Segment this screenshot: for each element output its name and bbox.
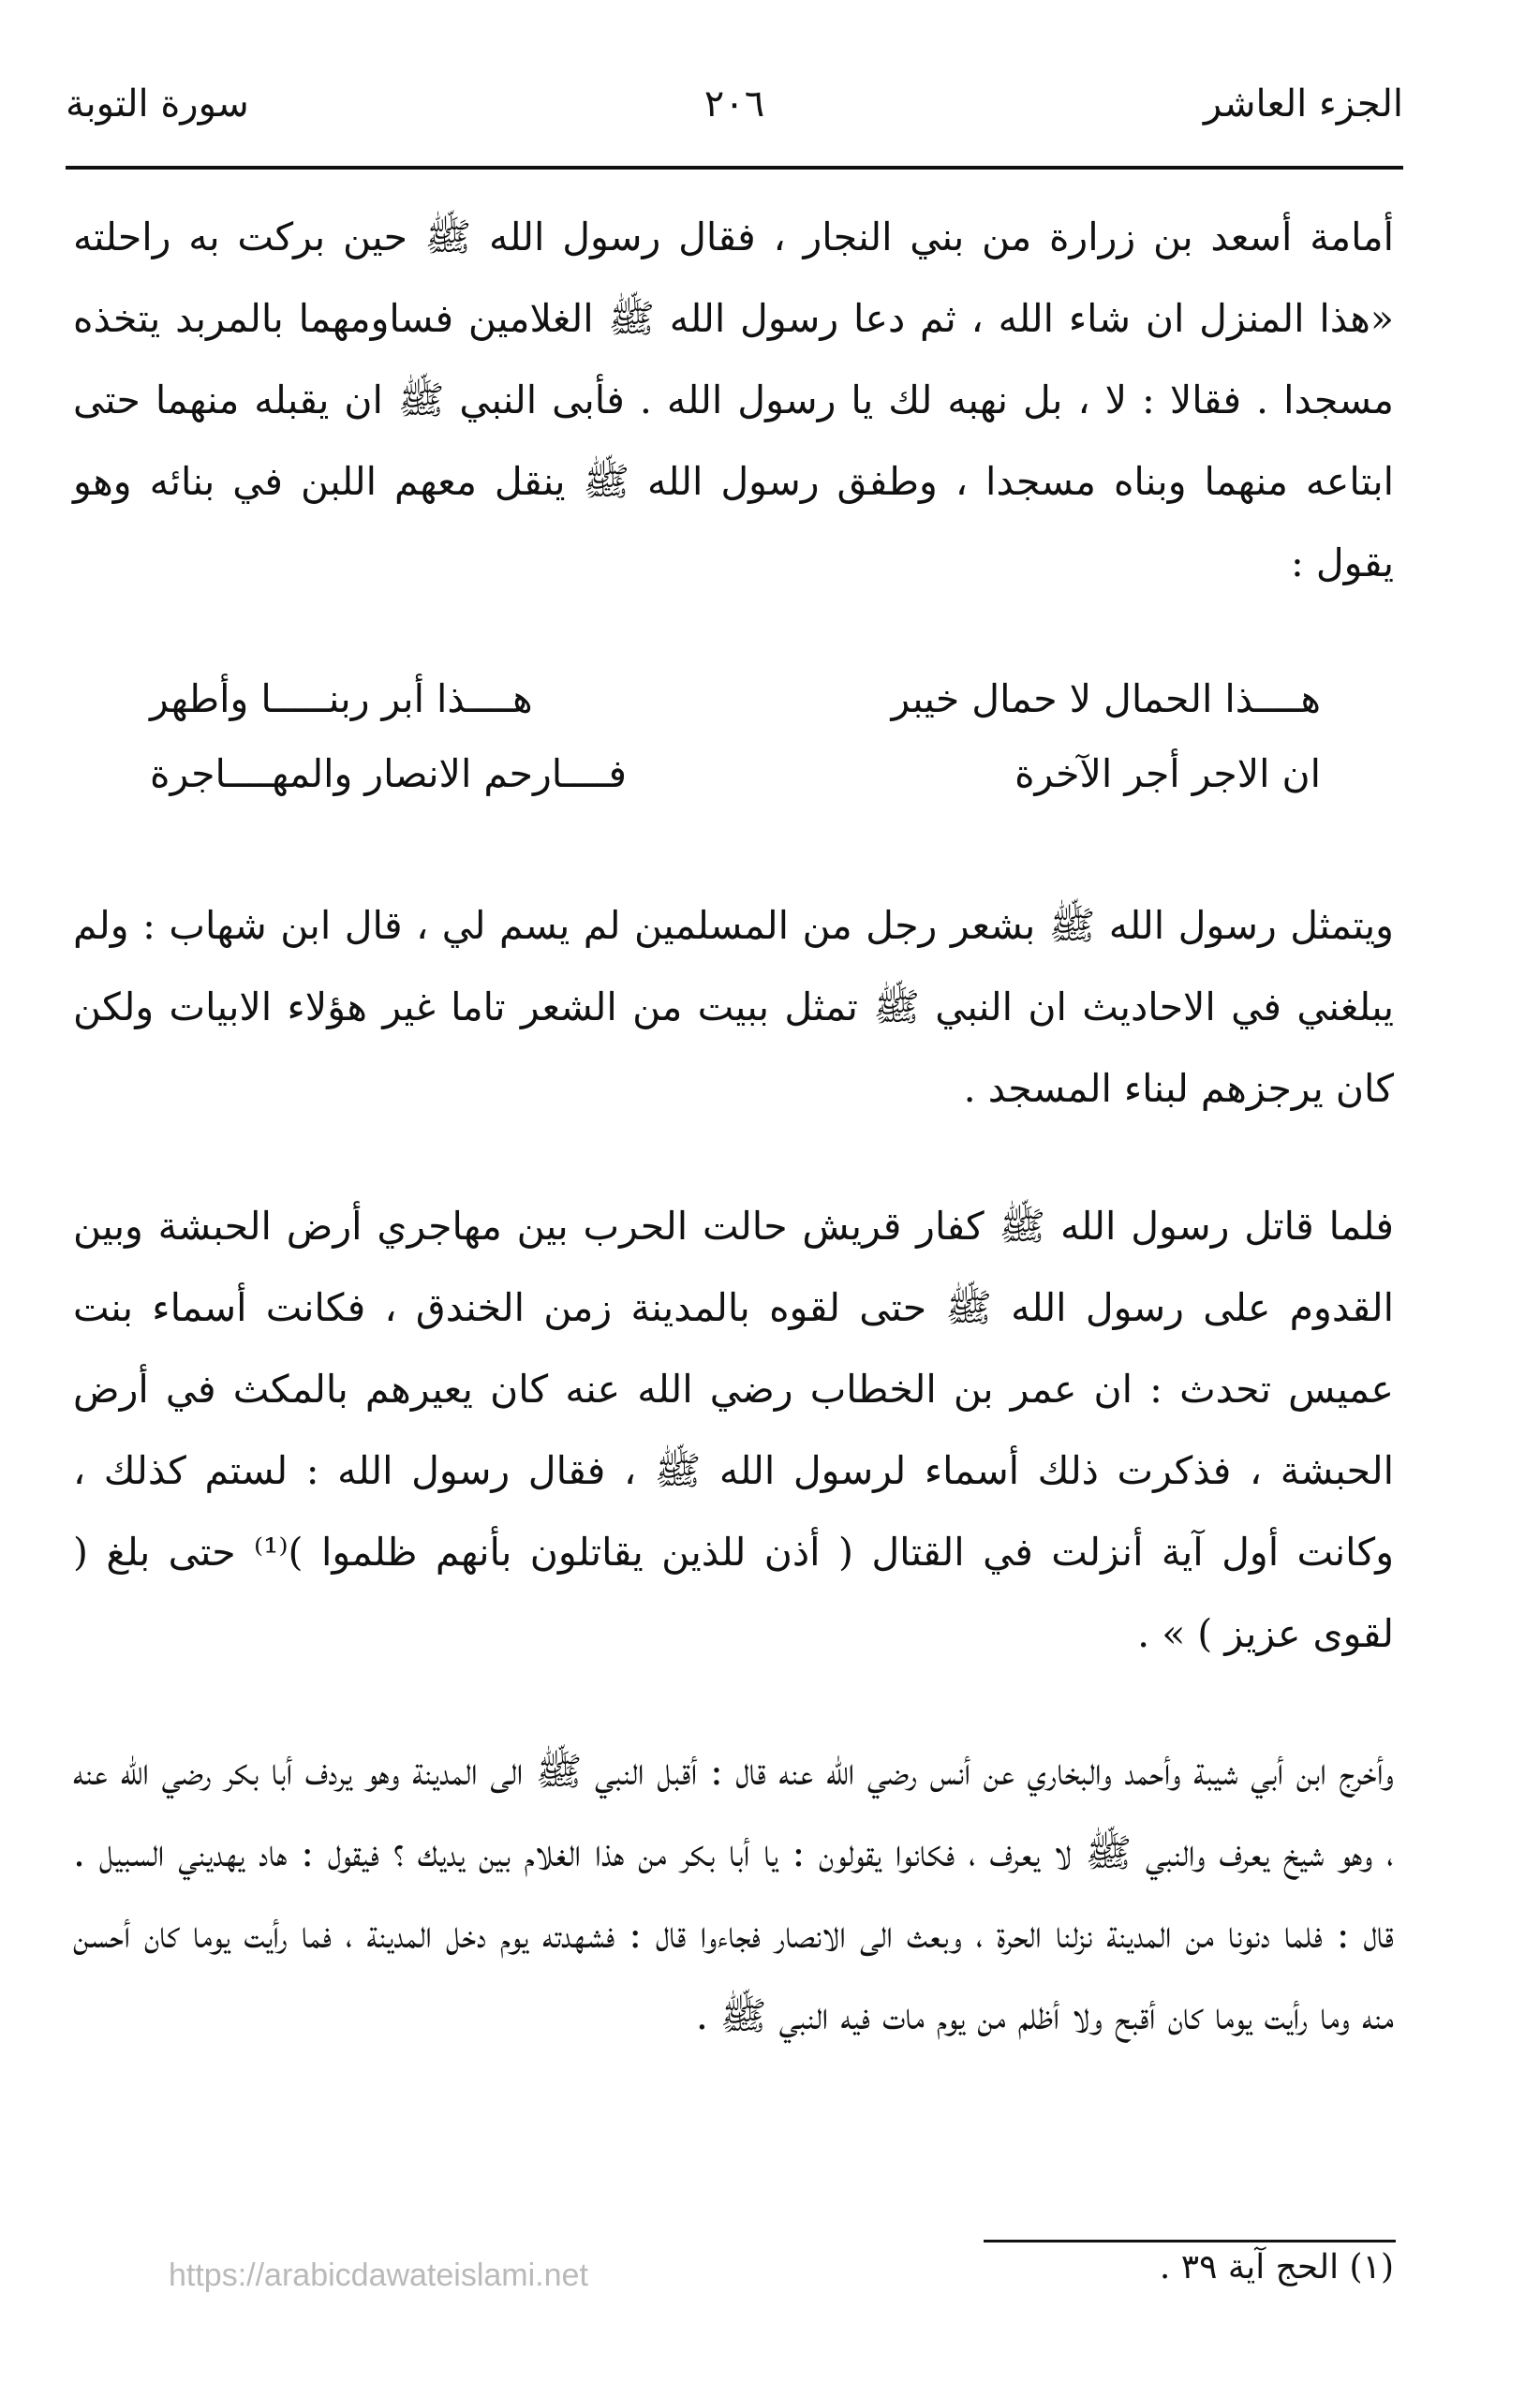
- page-body: [73, 197, 1394, 2057]
- paragraph-gap: [73, 1130, 1394, 1186]
- header-rule: [66, 166, 1403, 170]
- poem-hemistich: هــــذا أبر ربنـــــا وأطهر: [150, 676, 533, 721]
- paragraph-3: فلما قاتل رسول الله ﷺ كفار قريش حالت الحرب بين مهاجري أرض الحبشة وبين القدوم على رسول الله ﷺ حتى لقوه بالمدينة زمن الخندق ، فكانت أسماء بنت عميس تحدث : ان عمر بن الخطاب رضي الله عنه كان يعيرهم بالمكث في أرض الحبشة ، فذكرت ذلك أسماء لرسول الله ﷺ ، فقال رسول الله : لستم كذلك ، وكانت أول آية أنزلت في القتال ( أذن للذين يقاتلون بأنهم ظلموا )⁽¹⁾ حتى بلغ ( لقوى عزيز ) » .: [73, 1204, 1394, 1656]
- paragraph-2: ويتمثل رسول الله ﷺ بشعر رجل من المسلمين لم يسم لي ، قال ابن شهاب : ولم يبلغني في الاحاديث ان النبي ﷺ تمثل ببيت من الشعر تاما غير هؤلاء الابيات ولكن كان يرجزهم لبناء المسجد .: [73, 903, 1394, 1111]
- footnote: (١) الحج آية ٣٩ .: [1159, 2248, 1394, 2287]
- page-number: ٢٠٦: [703, 82, 765, 126]
- juz-title: الجزء العاشر: [1203, 82, 1403, 126]
- paragraph-4: وأخرج ابن أبي شيبة وأحمد والبخاري عن أنس رضي الله عنه قال : أقبل النبي ﷺ الى المدينة وهو يردف أبا بكر رضي الله عنه ، وهو شيخ يعرف والنبي ﷺ لا يعرف ، فكانوا يقولون : يا أبا بكر من هذا الغلام بين يديك ؟ فيقول : هاد يهديني السبيل . قال : فلما دنونا من المدينة نزلنا الحرة ، وبعث الى الانصار فجاءوا قال : فشهدته يوم دخل المدينة ، فما رأيت يوما كان أحسن منه وما رأيت يوما كان أقبح ولا أظلم من يوم مات فيه النبي ﷺ .: [73, 1749, 1394, 2038]
- paragraph-1: أمامة أسعد بن زرارة من بني النجار ، فقال رسول الله ﷺ حين بركت به راحلته «هذا المنزل ان شاء الله ، ثم دعا رسول الله ﷺ الغلامين فساومهما بالمربد يتخذه مسجدا . فقالا : لا ، بل نهبه لك يا رسول الله . فأبى النبي ﷺ ان يقبله منهما حتى ابتاعه منهما وبناه مسجدا ، وطفق رسول الله ﷺ ينقل معهم اللبن في بنائه وهو يقول :: [73, 215, 1394, 585]
- page-header: [66, 82, 1403, 157]
- poem-hemistich: هــــذا الحمال لا حمال خيبر: [891, 676, 1321, 721]
- poem-verse-1: [150, 661, 1321, 736]
- paragraph-gap: [73, 1675, 1394, 1731]
- poem-verse-2: [150, 736, 1321, 811]
- watermark-url: https://arabicdawateislami.net: [169, 2257, 588, 2293]
- poem-block: [150, 661, 1321, 811]
- poem-hemistich: ان الاجر أجر الآخرة: [1014, 751, 1321, 796]
- footnote-rule: [984, 2240, 1396, 2242]
- poem-hemistich: فــــارحم الانصار والمهــــاجرة: [150, 751, 627, 796]
- surah-title: سورة التوبة: [66, 82, 249, 126]
